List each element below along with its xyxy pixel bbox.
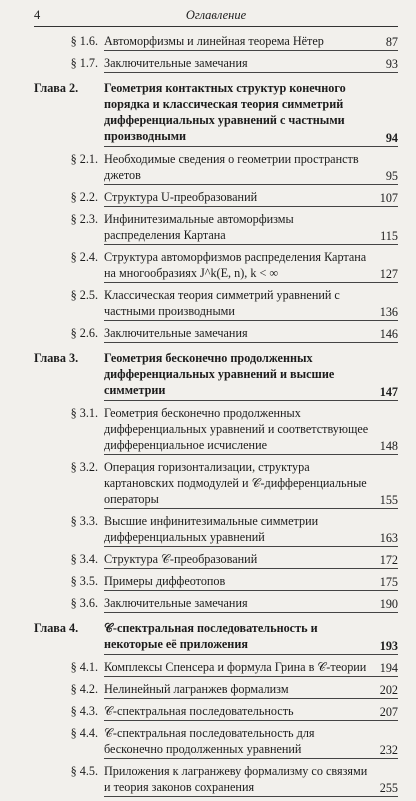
toc-title: Примеры диффеотопов (104, 574, 226, 588)
toc-page: 193 (379, 639, 398, 653)
toc-entry (34, 55, 398, 77)
toc-page: 232 (379, 743, 398, 757)
toc-number: § 4.5. (70, 764, 98, 778)
toc-title: Структура 𝒞-преобразований (104, 552, 258, 566)
toc-page: 172 (379, 553, 398, 567)
toc-entry (34, 725, 398, 763)
toc-page: 147 (379, 385, 398, 399)
table-of-contents (34, 33, 398, 801)
toc-page: 136 (379, 305, 398, 319)
toc-number: § 3.2. (70, 460, 98, 474)
toc-entry (34, 33, 398, 55)
toc-title: Инфинитезимальные автоморфизмы распределения Картана (104, 212, 294, 242)
toc-entry (34, 459, 398, 513)
running-title: Оглавление (185, 8, 247, 22)
toc-number: § 2.6. (70, 326, 98, 340)
toc-page: 93 (385, 57, 398, 71)
toc-title: Заключительные замечания (104, 56, 248, 70)
toc-title: Высшие инфинитезимальные симметрии дифференциальных уравнений (104, 514, 319, 544)
toc-entry (34, 763, 398, 801)
toc-entry (34, 151, 398, 189)
toc-page: 255 (379, 781, 398, 795)
toc-page: 107 (379, 191, 398, 205)
toc-number: § 2.2. (70, 190, 98, 204)
toc-title: Классическая теория симметрий уравнений с частными производными (104, 288, 340, 318)
toc-page: 175 (379, 575, 398, 589)
toc-number: § 2.5. (70, 288, 98, 302)
toc-page: 115 (380, 229, 398, 243)
toc-number: § 1.7. (70, 56, 98, 70)
toc-page: 202 (379, 683, 398, 697)
toc-page: 94 (385, 131, 398, 145)
toc-entry (34, 325, 398, 347)
toc-entry (34, 405, 398, 459)
toc-title: Комплексы Спенсера и формула Грина в 𝒞-теории (104, 660, 367, 674)
toc-page: 87 (385, 35, 398, 49)
toc-entry (34, 551, 398, 573)
toc-page: 207 (379, 705, 398, 719)
toc-page: 95 (385, 169, 398, 183)
page-number: 4 (34, 8, 41, 22)
toc-number: Глава 2. (34, 81, 79, 95)
toc-title: 𝒞-спектральная последовательность для бесконечно продолженных уравнений (104, 726, 315, 756)
toc-entry (34, 573, 398, 595)
toc-entry (34, 681, 398, 703)
toc-entry (34, 513, 398, 551)
toc-title: Заключительные замечания (104, 596, 248, 610)
toc-title: Приложения к лагранжеву формализму со связями и теория законов сохранения (104, 764, 368, 794)
toc-number: § 3.5. (70, 574, 98, 588)
toc-entry (34, 620, 398, 659)
toc-number: § 4.1. (70, 660, 98, 674)
toc-title: Необходимые сведения о геометрии пространств джетов (104, 152, 359, 182)
toc-entry (34, 659, 398, 681)
toc-page: 148 (379, 439, 398, 453)
toc-entry (34, 249, 398, 287)
toc-number: § 2.3. (70, 212, 98, 226)
toc-title: Автоморфизмы и линейная теорема Нётер (104, 34, 324, 48)
toc-page: 146 (379, 327, 398, 341)
toc-number: Глава 4. (34, 621, 79, 635)
toc-title: Нелинейный лагранжев формализм (104, 682, 289, 696)
toc-entry (34, 211, 398, 249)
toc-entry (34, 595, 398, 617)
toc-entry (34, 703, 398, 725)
page-header (34, 8, 398, 27)
toc-page: 190 (379, 597, 398, 611)
toc-entry (34, 350, 398, 405)
toc-title: Геометрия бесконечно продолженных дифференциальных уравнений и высшие симметрии (104, 351, 335, 397)
toc-number: § 4.2. (70, 682, 98, 696)
toc-number: § 2.4. (70, 250, 98, 264)
toc-page: 155 (379, 493, 398, 507)
toc-entry (34, 287, 398, 325)
toc-entry (34, 189, 398, 211)
toc-number: § 1.6. (70, 34, 98, 48)
toc-number: Глава 3. (34, 351, 79, 365)
toc-number: § 3.4. (70, 552, 98, 566)
toc-title: Геометрия контактных структур конечного порядка и классическая теория симметрий дифференциальных уравнений с частными производными (104, 81, 346, 143)
toc-title: Заключительные замечания (104, 326, 248, 340)
toc-title: Геометрия бесконечно продолженных дифференциальных уравнений и соответствующее дифференциальное исчисление (104, 406, 369, 452)
toc-page: 194 (379, 661, 398, 675)
toc-title: 𝒞-спектральная последовательность и некоторые её приложения (104, 621, 318, 651)
toc-title: Структура автоморфизмов распределения Картана на многообразиях J^k(E, n), k < ∞ (104, 250, 367, 280)
toc-page: 127 (379, 267, 398, 281)
toc-number: § 4.4. (70, 726, 98, 740)
toc-number: § 3.3. (70, 514, 98, 528)
toc-entry (34, 80, 398, 151)
toc-number: § 4.3. (70, 704, 98, 718)
toc-title: Структура U-преобразований (104, 190, 258, 204)
toc-title: 𝒞-спектральная последовательность (104, 704, 294, 718)
toc-number: § 3.6. (70, 596, 98, 610)
toc-title: Операция горизонтализации, структура картановских подмодулей и 𝒞-дифференциальные операторы (104, 460, 367, 506)
toc-number: § 3.1. (70, 406, 98, 420)
toc-number: § 2.1. (70, 152, 98, 166)
toc-page: 163 (379, 531, 398, 545)
